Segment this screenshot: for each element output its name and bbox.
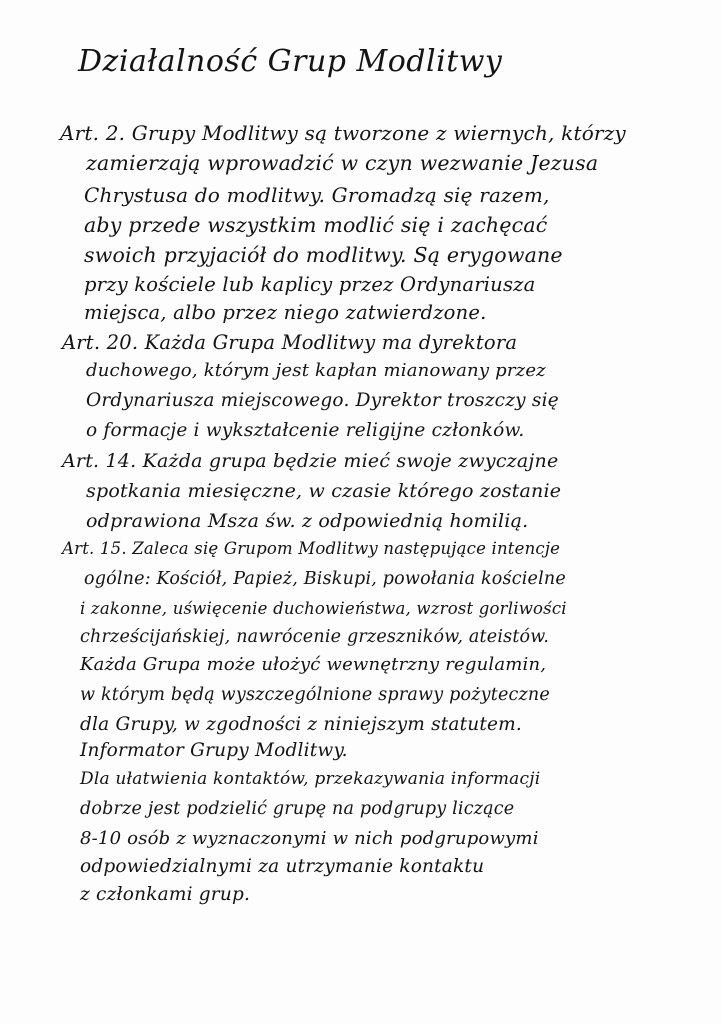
text-line: Art. 2. Grupy Modlitwy są tworzone z wiernych, którzy bbox=[60, 121, 626, 145]
text-line: Każda Grupa może ułożyć wewnętrzny regulamin, bbox=[80, 654, 547, 675]
text-line: Dla ułatwienia kontaktów, przekazywania informacji bbox=[80, 769, 541, 789]
text-line: przy kościele lub kaplicy przez Ordynariusza bbox=[84, 273, 536, 296]
text-line: w którym będą wyszczególnione sprawy pożyteczne bbox=[80, 685, 550, 705]
text-line: Art. 20. Każda Grupa Modlitwy ma dyrektora bbox=[62, 331, 518, 354]
text-line: miejsca, albo przez niego zatwierdzone. bbox=[84, 301, 487, 324]
text-line: Informator Grupy Modlitwy. bbox=[80, 740, 348, 761]
text-line: duchowego, którym jest kapłan mianowany przez bbox=[86, 360, 546, 381]
text-line: Ordynariusza miejscowego. Dyrektor troszczy się bbox=[86, 390, 559, 411]
text-line: dla Grupy, w zgodności z niniejszym statutem. bbox=[80, 714, 522, 735]
text-line: spotkania miesięczne, w czasie którego zostanie bbox=[86, 480, 562, 502]
text-line: ogólne: Kościół, Papież, Biskupi, powołania kościelne bbox=[84, 569, 566, 589]
text-line: zamierzają wprowadzić w czyn wezwanie Jezusa bbox=[86, 151, 599, 175]
document-title: Działalność Grup Modlitwy bbox=[78, 44, 503, 79]
text-line: aby przede wszystkim modlić się i zachęcać bbox=[84, 213, 548, 237]
text-line: o formacje i wykształcenie religijne członków. bbox=[86, 420, 525, 441]
text-line: 8-10 osób z wyznaczonymi w nich podgrupowymi bbox=[80, 828, 539, 849]
text-line: Art. 14. Każda grupa będzie mieć swoje zwyczajne bbox=[62, 450, 559, 472]
text-line: odprawiona Msza św. z odpowiednią homilią. bbox=[86, 510, 529, 532]
text-line: odpowiedzialnymi za utrzymanie kontaktu bbox=[80, 856, 485, 877]
text-line: dobrze jest podzielić grupę na podgrupy liczące bbox=[80, 799, 515, 819]
text-line: z członkami grup. bbox=[80, 884, 251, 905]
text-line: chrześcijańskiej, nawrócenie grzeszników, ateistów. bbox=[80, 627, 550, 647]
text-line: Art. 15. Zaleca się Grupom Modlitwy następujące intencje bbox=[62, 539, 561, 558]
text-line: i zakonne, uświęcenie duchowieństwa, wzrost gorliwości bbox=[80, 599, 567, 618]
text-line: swoich przyjaciół do modlitwy. Są erygowane bbox=[84, 243, 563, 267]
text-line: Chrystusa do modlitwy. Gromadzą się razem, bbox=[84, 183, 550, 207]
